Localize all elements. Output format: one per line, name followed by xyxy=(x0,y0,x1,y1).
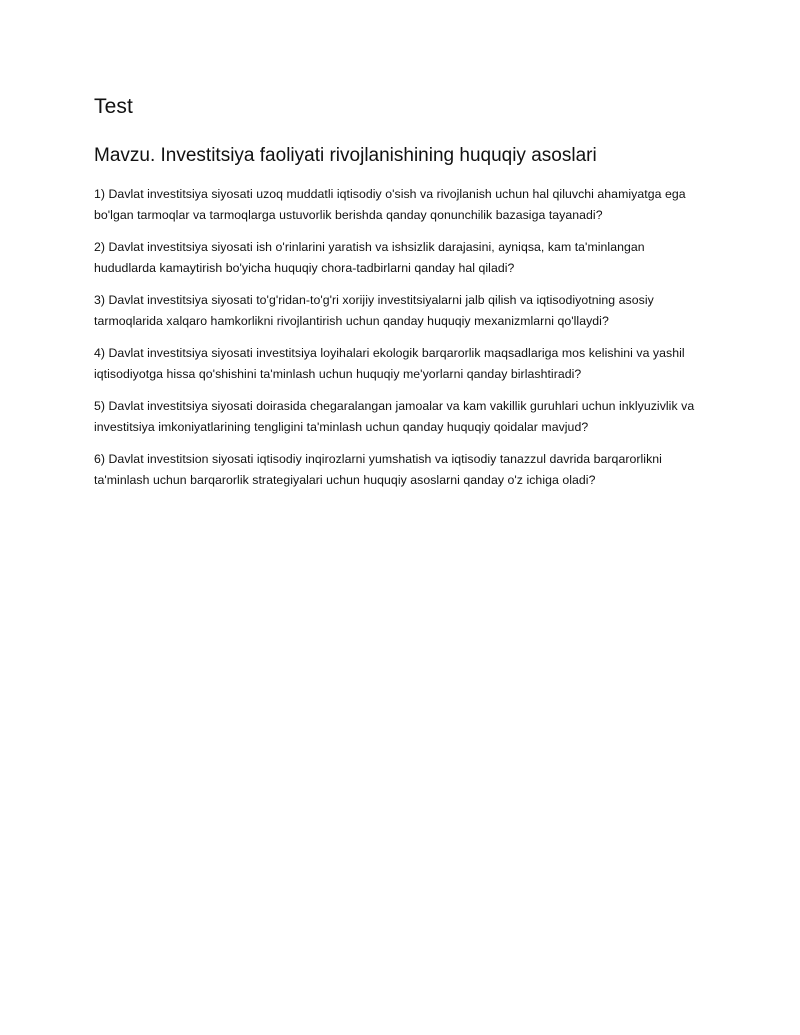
document-content xyxy=(94,92,709,502)
question-item: 1) Davlat investitsiya siyosati uzoq muddatli iqtisodiy o'sish va rivojlanish uchun hal qiluvchi ahamiyatga ega bo'lgan tarmoqlar va tarmoqlarga ustuvorlik berishda qanday qonunchilik bazasiga tayanadi? xyxy=(94,187,686,222)
question-item: 3) Davlat investitsiya siyosati to'g'ridan-to'g'ri xorijiy investitsiyalarni jalb qilish va iqtisodiyotning asosiy tarmoqlarida xalqaro hamkorlikni rivojlantirish uchun qanday huquqiy mexanizmlarni qo'llaydi? xyxy=(94,293,654,328)
question-item: 6) Davlat investitsion siyosati iqtisodiy inqirozlarni yumshatish va iqtisodiy tanazzul davrida barqarorlikni ta'minlash uchun barqarorlik strategiyalari uchun huquqiy asoslarni qanday o'z ichiga oladi? xyxy=(94,452,662,487)
question-item: 4) Davlat investitsiya siyosati investitsiya loyihalari ekologik barqarorlik maqsadlariga mos kelishini va yashil iqtisodiyotga hissa qo'shishini ta'minlash uchun huquqiy me'yorlarni qanday birlashtiradi? xyxy=(94,346,685,381)
document-subtitle: Mavzu. Investitsiya faoliyati rivojlanishining huquqiy asoslari xyxy=(94,145,597,166)
document-title: Test xyxy=(94,95,133,118)
question-item: 2) Davlat investitsiya siyosati ish o'rinlarini yaratish va ishsizlik darajasini, ayniqsa, kam ta'minlangan hududlarda kamaytirish bo'yicha huquqiy chora-tadbirlarni qanday hal qiladi? xyxy=(94,240,645,275)
question-list xyxy=(94,184,709,491)
question-item: 5) Davlat investitsiya siyosati doirasida chegaralangan jamoalar va kam vakillik guruhlari uchun inklyuzivlik va investitsiya imkoniyatlarining tengligini ta'minlash uchun qanday huquqiy qoidalar mavjud? xyxy=(94,399,695,434)
